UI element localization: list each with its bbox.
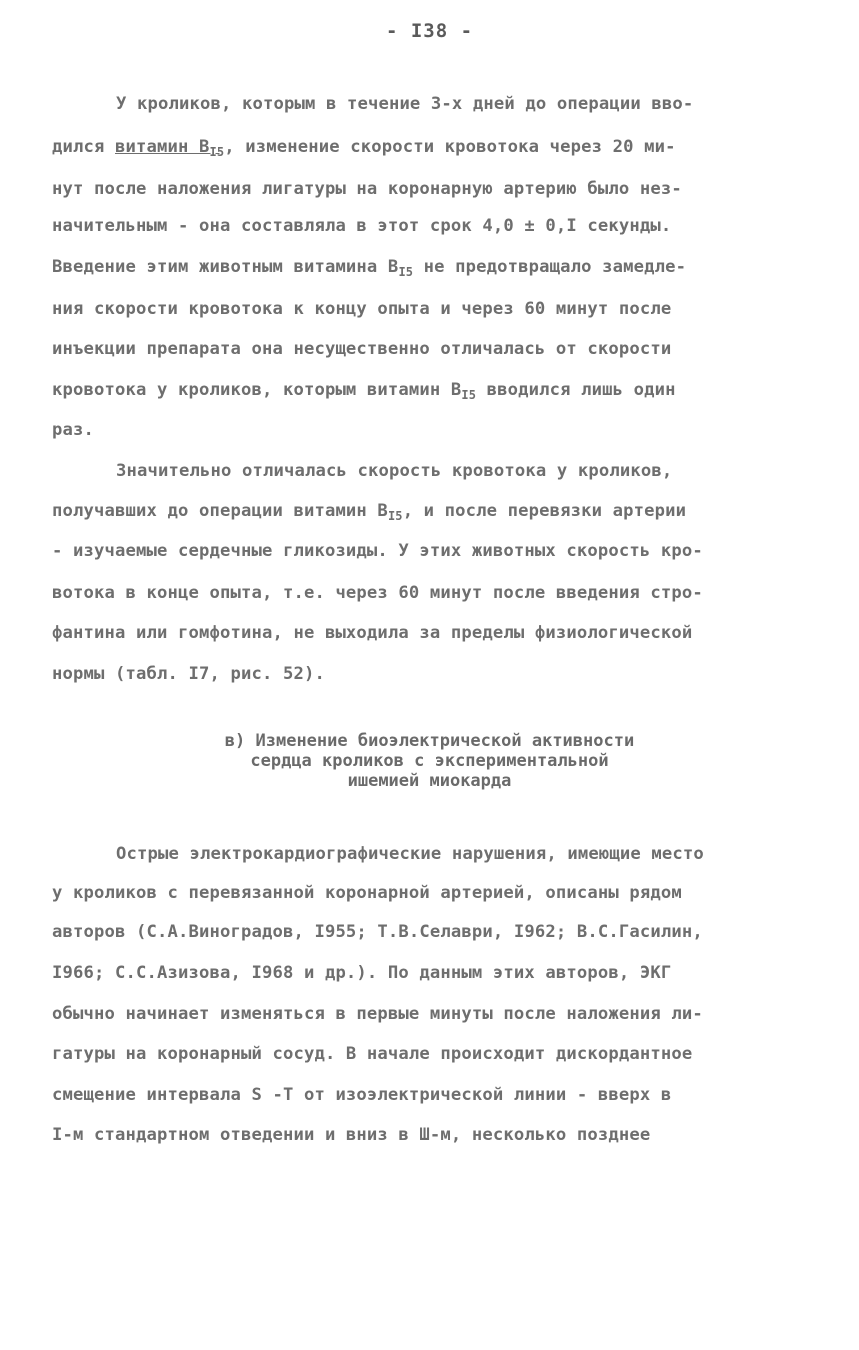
paragraph-3-line-5: обычно начинает изменяться в первые минуты после наложения ли- <box>52 1004 703 1024</box>
paragraph-1-line-2: дился витамин $B_{I5}$, изменение скорости кровотока через 20 ми- <box>52 137 676 159</box>
paragraph-1-line-4: начительным - она составляла в этот срок 4,0 ± 0,I секунды. <box>52 216 672 236</box>
paragraph-1-line-9: раз. <box>52 420 94 440</box>
paragraph-3-line-7: смещение интервала S -T от изоэлектрической линии - вверх в <box>52 1085 672 1105</box>
page-number: - I38 - <box>385 20 474 42</box>
section-heading-line-1: в) Изменение биоэлектрической активности <box>224 731 635 751</box>
paragraph-2-line-6: нормы (табл. I7, рис. 52). <box>52 664 325 684</box>
paragraph-1-line-8: кровотока у кроликов, которым витамин $B_{I5}$ вводился лишь один <box>52 380 676 402</box>
section-heading-line-3: ишемией миокарда <box>347 771 512 791</box>
paragraph-3-line-3: авторов (С.А.Виноградов, I955; Т.В.Селаври, I962; В.С.Гасилин, <box>52 922 703 942</box>
paragraph-2-line-5: фантина или гомфотина, не выходила за пределы физиологической <box>52 623 693 643</box>
paragraph-2-line-2: получавших до операции витамин $B_{I5}$, и после перевязки артерии <box>52 501 687 523</box>
vitamin-b15-underlined: витамин $B_{I5}$ <box>115 137 225 159</box>
paragraph-1-line-7: инъекции препарата она несущественно отличалась от скорости <box>52 339 672 359</box>
paragraph-2-line-3: - изучаемые сердечные гликозиды. У этих животных скорость кро- <box>52 541 703 561</box>
paragraph-3-line-2: у кроликов с перевязанной коронарной артерией, описаны рядом <box>52 883 682 903</box>
paragraph-2-line-1: Значительно отличалась скорость кровотока у кроликов, <box>116 461 673 481</box>
paragraph-3-line-6: гатуры на коронарный сосуд. В начале происходит дискордантное <box>52 1044 693 1064</box>
paragraph-1-line-6: ния скорости кровотока к концу опыта и через 60 минут после <box>52 299 672 319</box>
paragraph-2-line-4: вотока в конце опыта, т.е. через 60 минут после введения стро- <box>52 583 703 603</box>
paragraph-1-line-3: нут после наложения лигатуры на коронарную артерию было нез- <box>52 179 682 199</box>
paragraph-3-line-4: I966; С.С.Азизова, I968 и др.). По данным этих авторов, ЭКГ <box>52 963 672 983</box>
section-heading-line-2: сердца кроликов с экспериментальной <box>250 751 609 771</box>
paragraph-1-line-5: Введение этим животным витамина $B_{I5}$ не предотвращало замедле- <box>52 257 687 279</box>
paragraph-3-line-1: Острые электрокардиографические нарушения, имеющие место <box>116 844 704 864</box>
paragraph-3-line-8: I-м стандартном отведении и вниз в Ш-м, несколько позднее <box>52 1125 651 1145</box>
paragraph-1-line-1: У кроликов, которым в течение 3-х дней до операции вво- <box>116 94 694 114</box>
